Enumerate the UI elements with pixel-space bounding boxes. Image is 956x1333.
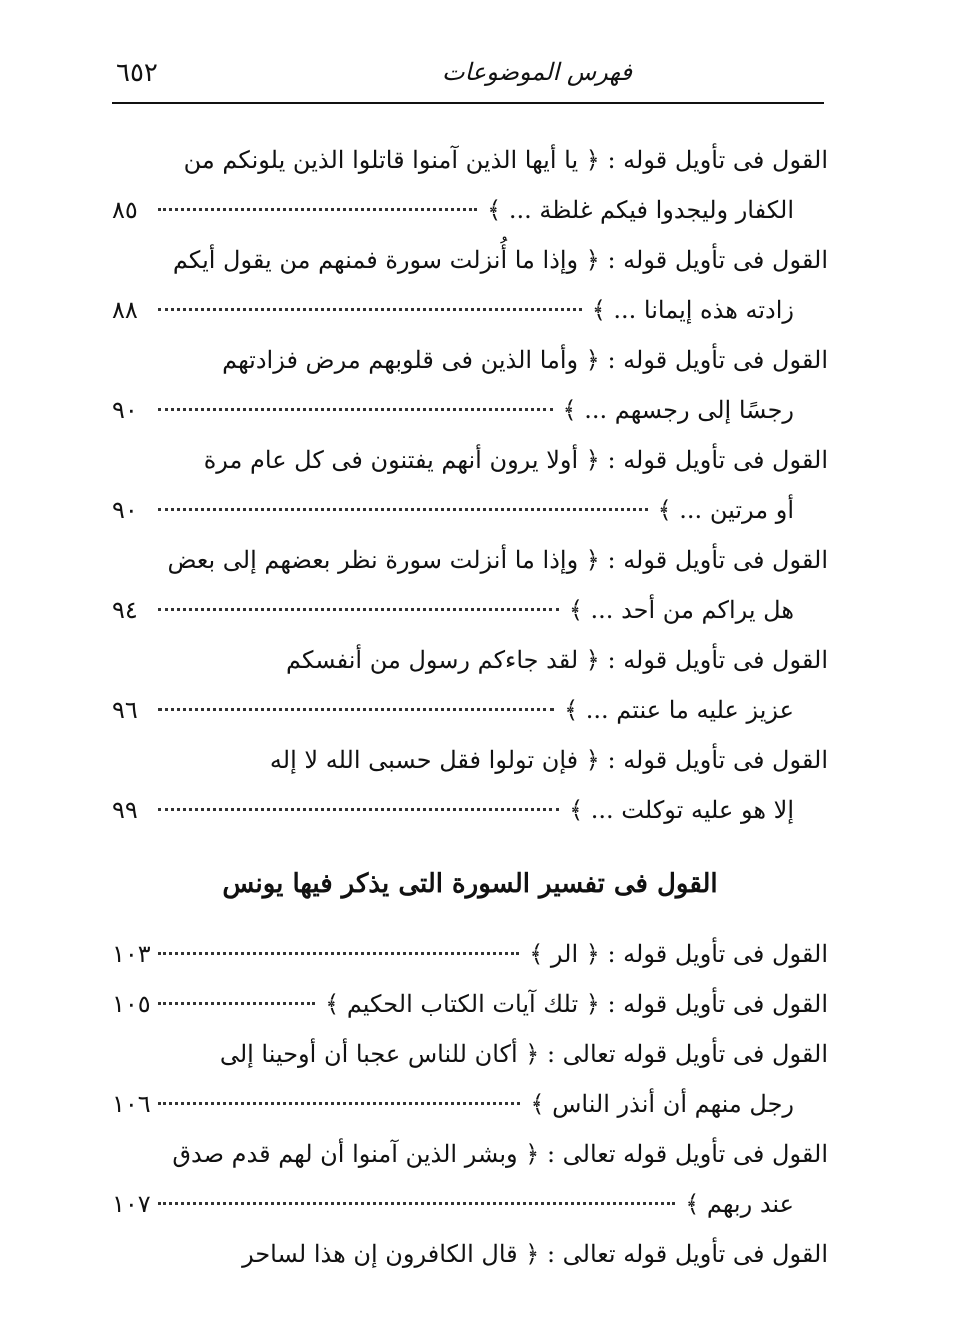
entry-page-number: ٩٩ (112, 796, 138, 824)
entry-text: القول فى تأويل قوله : ﴿ وإذا ما أُنزلت سورة فمنهم من يقول أيكم (172, 246, 828, 274)
entry-text: القول فى تأويل قوله تعالى : ﴿ وبشر الذين آمنوا أن لهم قدم صدق (172, 1140, 828, 1168)
entry-page-number: ٩٦ (112, 696, 138, 724)
entry-text: القول فى تأويل قوله : ﴿ يا أيها الذين آمنوا قاتلوا الذين يلونكم من (183, 146, 828, 174)
entry-page-number: ١٠٦ (112, 1090, 151, 1118)
entry-page-number: ٨٥ (112, 196, 138, 224)
leader-dots (158, 708, 554, 711)
entry-text: القول فى تأويل قوله : ﴿ الر ﴾ (529, 940, 828, 968)
toc-entry (112, 740, 828, 780)
page-header (112, 52, 824, 104)
toc-entry (112, 690, 828, 730)
toc-entry (112, 1184, 828, 1224)
toc-entry (112, 340, 828, 380)
toc-entry (112, 290, 828, 330)
toc-entry (112, 1234, 828, 1274)
entry-text: القول فى تأويل قوله : ﴿ أولا يرون أنهم يفتنون فى كل عام مرة (203, 446, 828, 474)
toc-entry (112, 390, 828, 430)
entry-text: القول فى تأويل قوله : ﴿ فإن تولوا فقل حسبى الله لا إله (269, 746, 828, 774)
leader-dots (158, 308, 582, 311)
toc-entry (112, 984, 828, 1024)
toc-entry (112, 490, 828, 530)
leader-dots (158, 408, 553, 411)
entry-page-number: ٩٠ (112, 496, 138, 524)
toc-entry (112, 590, 828, 630)
toc-entry (112, 440, 828, 480)
entry-text: هل يراكم من أحد ... ﴾ (568, 596, 794, 624)
entry-page-number: ١٠٣ (112, 940, 151, 968)
leader-dots (158, 1102, 520, 1105)
entry-text: القول فى تأويل قوله تعالى : ﴿ قال الكافرون إن هذا لساحر (242, 1240, 828, 1268)
entry-page-number: ٨٨ (112, 296, 138, 324)
section-heading: القول فى تفسير السورة التى يذكر فيها يونس (222, 869, 718, 899)
entry-text: القول فى تأويل قوله : ﴿ وإذا ما أنزلت سورة نظر بعضهم إلى بعض (167, 546, 828, 574)
toc-entry (112, 140, 828, 180)
leader-dots (158, 208, 477, 211)
toc-entry (112, 1084, 828, 1124)
entry-text: القول فى تأويل قوله تعالى : ﴿ أكان للناس عجبا أن أوحينا إلى (219, 1040, 828, 1068)
leader-dots (158, 952, 519, 955)
toc-entry (112, 640, 828, 680)
toc-entry (112, 790, 828, 830)
running-title: فهرس الموضوعات (442, 58, 632, 86)
leader-dots (158, 1202, 675, 1205)
toc-entry (112, 934, 828, 974)
toc-entry (112, 190, 828, 230)
entry-text: الكفار وليجدوا فيكم غلظة ... ﴾ (487, 196, 794, 224)
entry-page-number: ٩٤ (112, 596, 138, 624)
entry-text: القول فى تأويل قوله : ﴿ تلك آيات الكتاب الحكيم ﴾ (325, 990, 828, 1018)
entry-text: القول فى تأويل قوله : ﴿ لقد جاءكم رسول من أنفسكم (285, 646, 828, 674)
entry-text: زادته هذه إيمانا ... ﴾ (591, 296, 794, 324)
leader-dots (158, 608, 559, 611)
entry-text: رجسًا إلى رجسهم ... ﴾ (562, 396, 794, 424)
entry-text: أو مرتين ... ﴾ (657, 496, 794, 524)
leader-dots (158, 808, 559, 811)
page-number: ٦٥٢ (116, 58, 158, 88)
entry-text: القول فى تأويل قوله : ﴿ وأما الذين فى قلوبهم مرض فزادتهم (222, 346, 828, 374)
toc-entry (112, 240, 828, 280)
entry-text: رجل منهم أن أنذر الناس ﴾ (530, 1090, 794, 1118)
entry-text: إلا هو عليه توكلت ... ﴾ (569, 796, 794, 824)
leader-dots (158, 508, 648, 511)
entry-text: عند ربهم ﴾ (685, 1190, 794, 1218)
toc-entry (112, 1134, 828, 1174)
leader-dots (158, 1002, 315, 1005)
entry-page-number: ١٠٥ (112, 990, 151, 1018)
entry-page-number: ١٠٧ (112, 1190, 151, 1218)
entry-text: عزيز عليه ما عنتم ... ﴾ (564, 696, 794, 724)
toc-entry (112, 1034, 828, 1074)
toc-entry (112, 540, 828, 580)
entry-page-number: ٩٠ (112, 396, 138, 424)
